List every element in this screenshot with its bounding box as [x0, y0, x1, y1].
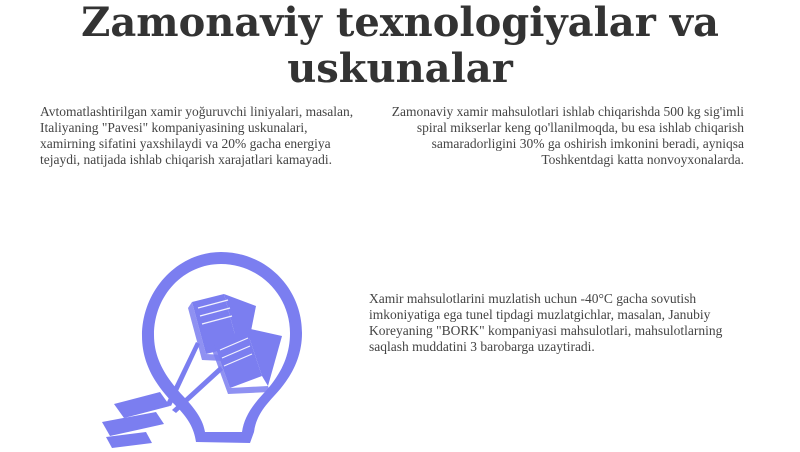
- lightbulb-book-icon: [96, 246, 312, 448]
- paragraph-dough-kneading: Avtomatlashtirilgan xamir yoğuruvchi liniyalari, masalan, Italiyaning "Pavesi" kompaniyasining uskunalari, xamirning sifatini yaxshilaydi va 20% gacha energiya tejaydi, natijada ishlab chiqarish xarajatlari kamayadi.: [40, 104, 354, 167]
- paragraph-spiral-mixers: Zamonaviy xamir mahsulotlari ishlab chiqarishda 500 kg sig'imli spiral mikserlar keng qo'llanilmoqda, bu esa ishlab chiqarish samaradorligini 30% ga oshirish imkonini beradi, ayniqsa Toshkentdagi katta nonvoyxonalarda.: [391, 104, 744, 167]
- paragraph-tunnel-freezers: Xamir mahsulotlarini muzlatish uchun -40°C gacha sovutish imkoniyatiga ega tunel tipdagi muzlatgichlar, masalan, Janubiy Koreyaning "BORK" kompaniyasi mahsulotlari, mahsulotlarning saqlash muddatini 3 barobarga uzaytiradi.: [369, 291, 723, 354]
- slide-title: Zamonaviy texnologiyalar va uskunalar: [81, 0, 719, 92]
